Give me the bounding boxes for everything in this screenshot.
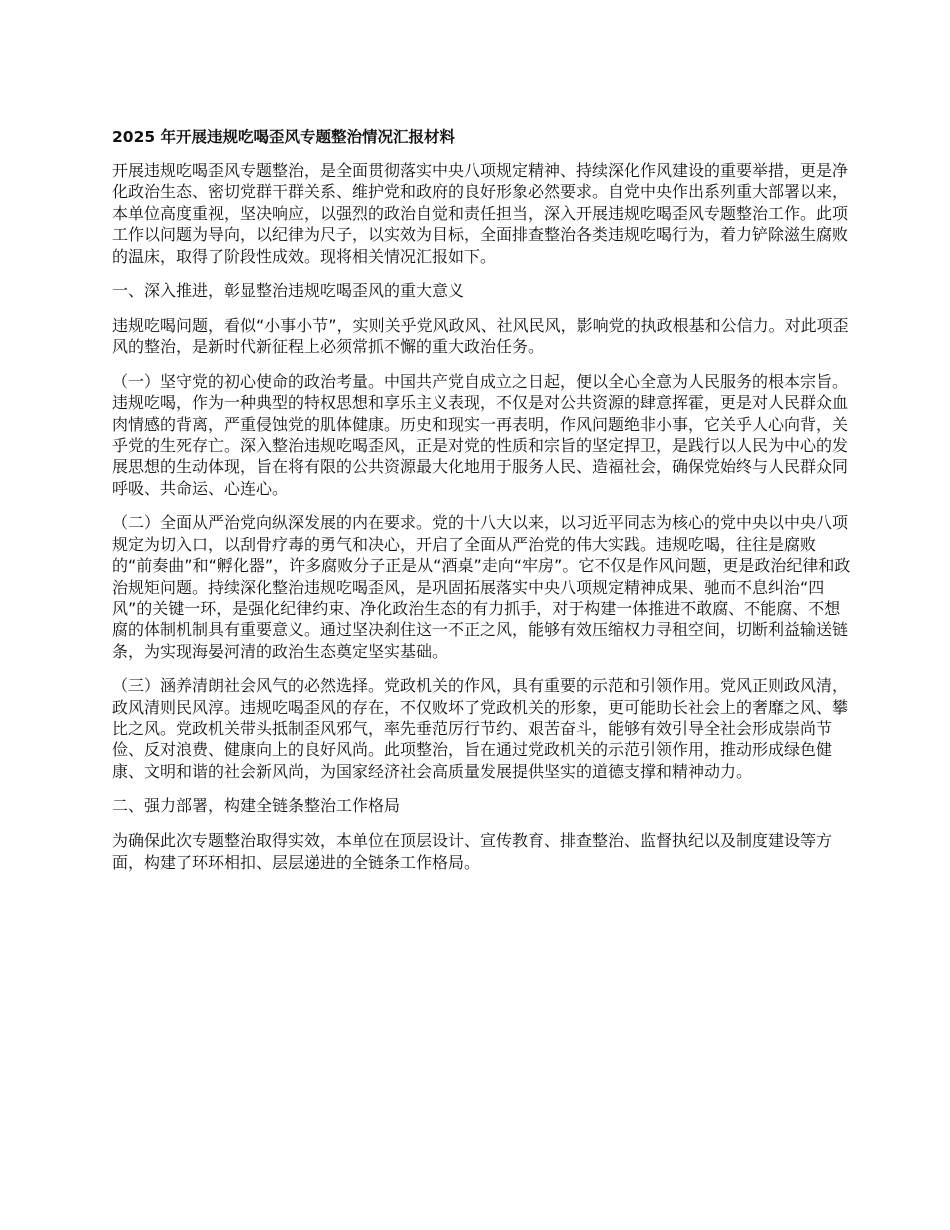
section-2-paragraph-1: 为确保此次专题整治取得实效，本单位在顶层设计、宣传教育、排查整治、监督执纪以及制度建设等方面，构建了环环相扣、层层递进的全链条工作格局。 <box>112 831 833 872</box>
document-page <box>112 126 854 886</box>
document-title: 2025 年开展违规吃喝歪风专题整治情况汇报材料 <box>112 128 456 146</box>
intro-paragraph: 开展违规吃喝歪风专题整治，是全面贯彻落实中央八项规定精神、持续深化作风建设的重要举措，更是净化政治生态、密切党群干群关系、维护党和政府的良好形象必然要求。自党中央作出系列重大部署以来，本单位高度重视，坚决响应，以强烈的政治自觉和责任担当，深入开展违规吃喝歪风专题整治工作。此项工作以问题为导向，以纪律为尺子，以实效为目标，全面排查整治各类违规吃喝行为，着力铲除滋生腐败的温床，取得了阶段性成效。现将相关情况汇报如下。 <box>112 161 849 266</box>
section-1-paragraph-2: （一）坚守党的初心使命的政治考量。中国共产党自成立之日起，便以全心全意为人民服务的根本宗旨。违规吃喝，作为一种典型的特权思想和享乐主义表现，不仅是对公共资源的肆意挥霍，更是对人民群众血肉情感的背离，严重侵蚀党的肌体健康。历史和现实一再表明，作风问题绝非小事，它关乎人心向背，关乎党的生死存亡。深入整治违规吃喝歪风，正是对党的性质和宗旨的坚定捍卫，是践行以人民为中心的发展思想的生动体现，旨在将有限的公共资源最大化地用于服务人民、造福社会，确保党始终与人民群众同呼吸、共命运、心连心。 <box>112 371 849 498</box>
section-2-heading: 二、强力部署，构建全链条整治工作格局 <box>112 796 401 816</box>
section-1-paragraph-1: 违规吃喝问题，看似“小事小节”，实则关乎党风政风、社风民风，影响党的执政根基和公信力。对此项歪风的整治，是新时代新征程上必须常抓不懈的重大政治任务。 <box>112 316 849 357</box>
section-1-paragraph-4: （三）涵养清朗社会风气的必然选择。党政机关的作风，具有重要的示范和引领作用。党风正则政风清，政风清则民风淳。违规吃喝歪风的存在，不仅败坏了党政机关的形象，更可能助长社会上的奢靡之风、攀比之风。党政机关带头抵制歪风邪气，率先垂范厉行节约、艰苦奋斗，能够有效引导全社会形成崇尚节俭、反对浪费、健康向上的良好风尚。此项整治，旨在通过党政机关的示范引领作用，推动形成绿色健康、文明和谐的社会新风尚，为国家经济社会高质量发展提供坚实的道德支撑和精神动力。 <box>112 676 849 781</box>
section-1-paragraph-3: （二）全面从严治党向纵深发展的内在要求。党的十八大以来，以习近平同志为核心的党中央以中央八项规定为切入口，以刮骨疗毒的勇气和决心，开启了全面从严治党的伟大实践。违规吃喝，往往是腐败的“前奏曲”和“孵化器”，许多腐败分子正是从“酒桌”走向“牢房”。它不仅是作风问题，更是政治纪律和政治规矩问题。持续深化整治违规吃喝歪风，是巩固拓展落实中央八项规定精神成果、驰而不息纠治“四风”的关键一环，是强化纪律约束、净化政治生态的有力抓手，对于构建一体推进不敢腐、不能腐、不想腐的体制机制具有重要意义。通过坚决刹住这一不正之风，能够有效压缩权力寻租空间，切断利益输送链条，为实现海晏河清的政治生态奠定坚实基础。 <box>112 513 851 661</box>
section-1-heading: 一、深入推进，彰显整治违规吃喝歪风的重大意义 <box>112 281 465 301</box>
